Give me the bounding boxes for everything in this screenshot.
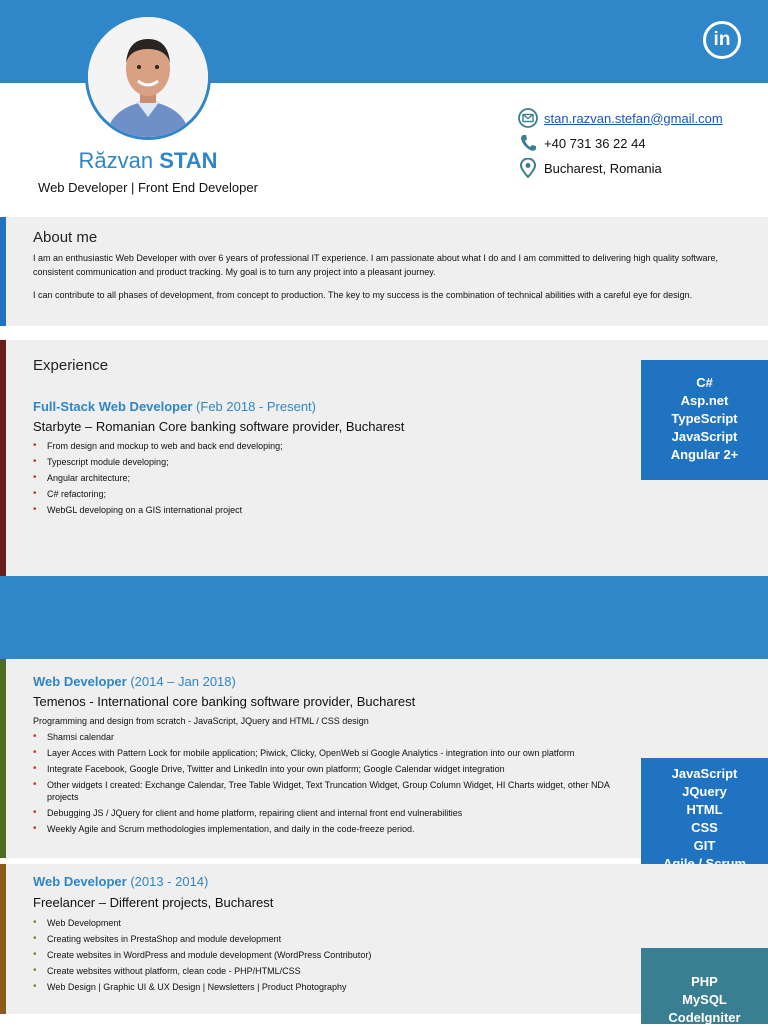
first-name: Răzvan [78, 148, 154, 173]
list-item: • Web Design | Graphic UI & UX Design | Newsletters | Product Photography [33, 981, 623, 993]
section-stripe [0, 217, 6, 326]
skill-tag: JavaScript [671, 429, 738, 444]
skill-tag: GIT [693, 838, 716, 853]
portrait-image [88, 17, 208, 137]
skill-tag: CodeIgniter [668, 1010, 741, 1025]
location-text: Bucharest, Romania [544, 160, 662, 176]
skill-tag: TypeScript [671, 411, 738, 426]
job-bullets [33, 731, 623, 839]
about-section [0, 217, 768, 326]
contact-phone [518, 132, 646, 154]
company: Temenos - International core banking software provider, Bucharest [33, 694, 416, 709]
company: Freelancer – Different projects, Bucharest [33, 895, 274, 910]
job-dates: (Feb 2018 - Present) [196, 399, 316, 414]
skill-tag: C# [696, 375, 713, 390]
list-item: • Create websites in WordPress and module development (WordPress Contributor) [33, 949, 623, 961]
job-title-text: Full-Stack Web Developer [33, 399, 193, 414]
skill-tag: MySQL [682, 992, 727, 1007]
list-item: • Layer Acces with Pattern Lock for mobile application; Piwick, Clicky, OpenWeb si Google Analytics - integration into our own platform [33, 747, 623, 759]
person-name [0, 148, 296, 174]
list-item: • Typescript module developing; [33, 456, 623, 468]
job-title [33, 674, 236, 689]
contact-email [518, 107, 723, 129]
skill-tag: JQuery [682, 784, 727, 799]
list-item: • Weekly Agile and Scrum methodologies implementation, and daily in the code-freeze period. [33, 823, 623, 835]
section-stripe [0, 340, 6, 576]
about-title: About me [33, 229, 98, 246]
list-item: • WebGL developing on a GIS international project [33, 504, 623, 516]
list-item: • Web Development [33, 917, 623, 929]
job-bullets [33, 440, 623, 520]
about-paragraph-2: I can contribute to all phases of development, from concept to production. The key to my success is the combination of technical abilities with a careful eye for design. [33, 290, 693, 300]
section-stripe [0, 864, 6, 1014]
skill-tag: HTML [686, 802, 723, 817]
company: Starbyte – Romanian Core banking software provider, Bucharest [33, 419, 405, 434]
list-item: • From design and mockup to web and back end developing; [33, 440, 623, 452]
skills-box-starbyte [641, 360, 768, 480]
email-icon [518, 108, 538, 128]
list-item: • Creating websites in PrestaShop and module development [33, 933, 623, 945]
skills-box-freelancer [641, 948, 768, 1024]
list-item: • Angular architecture; [33, 472, 623, 484]
about-paragraph-1: I am an enthusiastic Web Developer with over 6 years of professional IT experience. I am passionate about what I do and I am committed to delivering high quality software, consistent communication and product tracking. My goal is to turn any project into a pleasant journey. [33, 253, 719, 277]
contact-location [518, 157, 662, 179]
phone-icon [518, 133, 538, 153]
skill-tag: Asp.net [680, 393, 729, 408]
list-item: • Integrate Facebook, Google Drive, Twitter and LinkedIn into your own platform; Google Calendar widget integration [33, 763, 623, 775]
skills-box-temenos [641, 758, 768, 880]
job-dates: (2014 – Jan 2018) [130, 674, 236, 689]
list-item: • Debugging JS / JQuery for client and home platform, repairing client and internal front end vulnerabilities [33, 807, 623, 819]
experience-title: Experience [33, 357, 109, 374]
page-break-band [0, 576, 768, 659]
job-bullets [33, 917, 623, 997]
skill-tag: JavaScript [671, 766, 738, 781]
skill-tag: Angular 2+ [670, 447, 739, 462]
job-dates: (2013 - 2014) [130, 874, 209, 889]
list-item: • Create websites without platform, clean code - PHP/HTML/CSS [33, 965, 623, 977]
list-item: • C# refactoring; [33, 488, 623, 500]
email-link[interactable]: stan.razvan.stefan@gmail.com [544, 110, 723, 126]
location-pin-icon [518, 158, 538, 178]
job-title-text: Web Developer [33, 874, 127, 889]
skill-tag: CSS [691, 820, 718, 835]
skill-tag: PHP [691, 974, 718, 989]
job-role: Web Developer | Front End Developer [38, 180, 258, 195]
phone-number: +40 731 36 22 44 [544, 135, 646, 151]
job-intro: Programming and design from scratch - JavaScript, JQuery and HTML / CSS design [33, 716, 369, 726]
linkedin-icon[interactable]: in [703, 21, 741, 59]
job-title-text: Web Developer [33, 674, 127, 689]
avatar [85, 14, 211, 140]
last-name: STAN [159, 148, 218, 173]
section-stripe [0, 659, 6, 858]
list-item: • Shamsi calendar [33, 731, 623, 743]
list-item: • Other widgets I created: Exchange Calendar, Tree Table Widget, Text Truncation Widget, Group Column Widget, HI Charts widget, other NDA projects [33, 779, 623, 803]
job-title [33, 399, 316, 414]
job-title [33, 874, 208, 889]
